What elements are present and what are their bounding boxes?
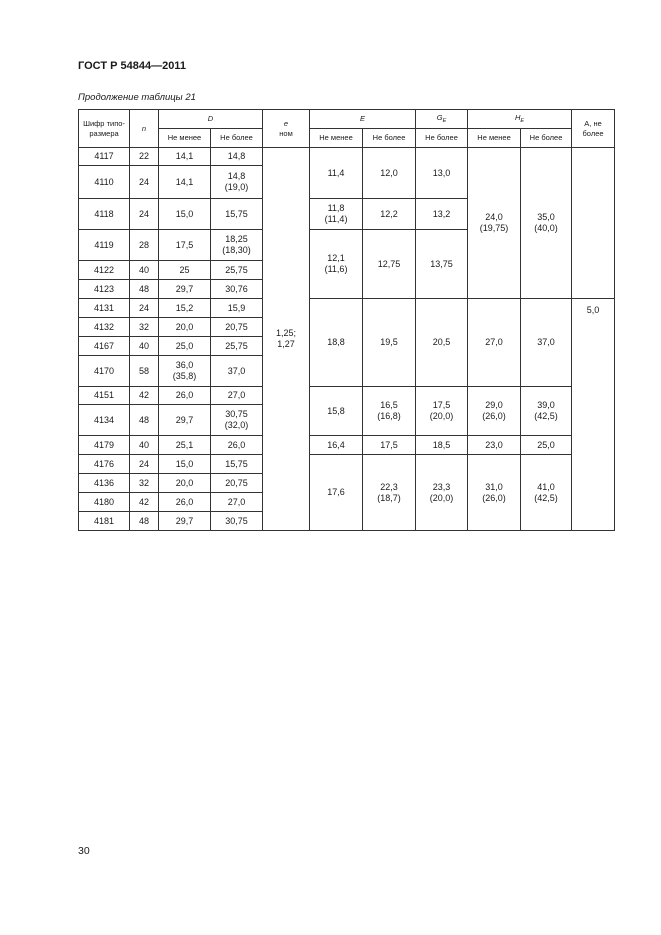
h-max-alt: (40,0) [534,223,558,233]
table-row [79,436,615,455]
page-number: 30 [78,845,90,857]
cell-code: 4122 [79,261,130,280]
cell-e-max [363,387,416,436]
header-h [468,110,572,129]
cell-e-max: 12,75 [363,230,416,299]
cell-e-min: 16,4 [310,436,363,455]
cell-d-min: 15,0 [159,455,211,474]
header-n: n [130,110,159,148]
cell-code: 4179 [79,436,130,455]
header-e-nom [263,110,310,148]
h-min-value: 24,0 [485,212,503,222]
cell-h-min [468,455,521,531]
header-h-max: Не более [521,129,572,148]
h-max-value: 41,0 [537,481,555,492]
header-g-subscript: E [442,117,447,124]
cell-d-min: 20,0 [159,318,211,337]
cell-d-min: 25,1 [159,436,211,455]
table-row [79,387,615,405]
table-row [79,299,615,318]
cell-h-max [521,455,572,531]
cell-n: 28 [130,230,159,261]
header-g-max: Не более [416,129,468,148]
d-max-alt: (18,30) [222,245,251,255]
cell-e-nom [263,148,310,531]
cell-n: 42 [130,493,159,512]
header-h-symbol: H [514,112,521,122]
cell-h-min [468,148,521,299]
cell-g-max: 13,75 [416,230,468,299]
cell-h-max [521,387,572,436]
h-max-value: 35,0 [537,212,555,222]
cell-n: 24 [130,299,159,318]
e-min-alt: (11,4) [324,214,348,224]
cell-d-max [211,405,263,436]
cell-code: 4118 [79,199,130,230]
cell-code: 4131 [79,299,130,318]
cell-d-min: 25 [159,261,211,280]
e-nom-line-2: 1,27 [277,339,295,349]
header-g [416,110,468,129]
cell-n: 32 [130,474,159,493]
table-row [79,455,615,474]
h-max-value: 39,0 [537,400,555,410]
cell-g-max [416,387,468,436]
cell-e-min: 15,8 [310,387,363,436]
header-d-max: Не более [211,129,263,148]
cell-d-max: 27,0 [211,387,263,405]
d-max-value: 30,75 [225,409,248,419]
cell-d-min: 29,7 [159,280,211,299]
cell-e-max: 19,5 [363,299,416,387]
cell-e-max: 12,2 [363,199,416,230]
cell-d-max: 15,75 [211,199,263,230]
cell-d-min: 26,0 [159,387,211,405]
header-e-max: Не более [363,129,416,148]
cell-code: 4134 [79,405,130,436]
header-e-symbol: e [283,118,289,128]
g-max-value: 23,3 [432,481,451,492]
cell-e-min: 18,8 [310,299,363,387]
g-max-value: 17,5 [432,400,451,410]
g-max-alt: (20,0) [429,411,454,421]
cell-d-min: 26,0 [159,493,211,512]
d-max-alt: (32,0) [224,420,249,430]
cell-code: 4180 [79,493,130,512]
cell-d-max: 27,0 [211,493,263,512]
e-max-value: 22,3 [380,481,398,492]
cell-d-min: 17,5 [159,230,211,261]
cell-n: 24 [130,199,159,230]
e-max-alt: (16,8) [377,411,401,421]
cell-d-max: 25,75 [211,261,263,280]
cell-d-max: 20,75 [211,318,263,337]
d-max-value: 18,25 [225,234,248,244]
h-min-value: 31,0 [485,481,503,492]
cell-d-max: 15,75 [211,455,263,474]
header-e-min: Не менее [310,129,363,148]
cell-e-min: 17,6 [310,455,363,531]
cell-d-max: 26,0 [211,436,263,455]
e-min-value: 11,8 [327,203,345,213]
cell-code: 4170 [79,356,130,387]
e-max-value: 16,5 [380,400,398,410]
cell-g-max: 20,5 [416,299,468,387]
cell-code: 4181 [79,512,130,531]
e-min-alt: (11,6) [324,264,348,274]
cell-a-bottom: 5,0 [572,299,615,531]
cell-h-max: 37,0 [521,299,572,387]
h-max-alt: (42,5) [534,411,558,421]
cell-d-min: 29,7 [159,405,211,436]
h-min-alt: (19,75) [479,223,509,233]
cell-d-max: 25,75 [211,337,263,356]
cell-n: 40 [130,261,159,280]
header-a: A, не более [572,110,615,148]
cell-d-max: 14,8 [211,148,263,166]
cell-code: 4132 [79,318,130,337]
cell-n: 32 [130,318,159,337]
cell-n: 40 [130,436,159,455]
cell-code: 4176 [79,455,130,474]
cell-code: 4167 [79,337,130,356]
cell-d-max: 15,9 [211,299,263,318]
cell-d-min [159,356,211,387]
cell-e-max: 12,0 [363,148,416,199]
h-min-alt: (26,0) [482,492,506,503]
header-h-subscript: E [520,117,525,124]
h-min-alt: (26,0) [482,411,506,421]
header-d-min: Не менее [159,129,211,148]
cell-n: 42 [130,387,159,405]
cell-code: 4151 [79,387,130,405]
cell-d-max: 20,75 [211,474,263,493]
header-code: Шифр типо-размера [79,110,130,148]
cell-g-max: 13,0 [416,148,468,199]
cell-e-min [310,230,363,299]
e-max-alt: (18,7) [377,492,401,503]
e-min-value: 12,1 [327,253,345,263]
cell-n: 48 [130,280,159,299]
d-max-alt: (19,0) [224,182,249,192]
table-caption: Продолжение таблицы 21 [78,92,196,103]
header-g-symbol: G [436,112,443,122]
cell-code: 4119 [79,230,130,261]
cell-g-max: 13,2 [416,199,468,230]
cell-d-min: 20,0 [159,474,211,493]
h-max-alt: (42,5) [534,492,558,503]
cell-code: 4123 [79,280,130,299]
cell-h-max [521,148,572,299]
e-nom-line-1: 1,25; [276,328,297,338]
cell-d-min: 25,0 [159,337,211,356]
cell-e-min: 11,4 [310,148,363,199]
cell-n: 24 [130,166,159,199]
cell-d-min: 15,0 [159,199,211,230]
cell-n: 22 [130,148,159,166]
cell-d-min: 15,2 [159,299,211,318]
table-row [79,148,615,166]
header-row [79,110,615,129]
header-h-min: Не менее [468,129,521,148]
cell-h-max: 25,0 [521,436,572,455]
cell-n: 48 [130,405,159,436]
cell-code: 4117 [79,148,130,166]
cell-g-max: 18,5 [416,436,468,455]
cell-g-max [416,455,468,531]
cell-h-min: 23,0 [468,436,521,455]
cell-d-max [211,230,263,261]
d-min-alt: (35,8) [172,371,197,381]
cell-d-min: 14,1 [159,166,211,199]
cell-d-max [211,166,263,199]
header-d: D [159,110,263,129]
header-e: E [310,110,416,129]
cell-d-max: 37,0 [211,356,263,387]
cell-d-max: 30,75 [211,512,263,531]
d-min-value: 36,0 [175,360,194,370]
subheader-row [79,129,615,148]
cell-h-min [468,387,521,436]
cell-d-min: 14,1 [159,148,211,166]
d-max-value: 14,8 [227,171,246,181]
cell-e-min [310,199,363,230]
cell-h-min: 27,0 [468,299,521,387]
cell-d-min: 29,7 [159,512,211,531]
document-code: ГОСТ Р 54844—2011 [78,60,186,72]
cell-e-max: 17,5 [363,436,416,455]
cell-e-max [363,455,416,531]
cell-n: 58 [130,356,159,387]
cell-code: 4136 [79,474,130,493]
cell-n: 40 [130,337,159,356]
h-min-value: 29,0 [485,400,503,410]
cell-n: 24 [130,455,159,474]
cell-a-top [572,148,615,299]
cell-d-max: 30,76 [211,280,263,299]
header-e-nom-label: ном [279,128,293,138]
cell-n: 48 [130,512,159,531]
g-max-alt: (20,0) [429,492,454,503]
cell-code: 4110 [79,166,130,199]
dimensions-table [78,109,615,531]
